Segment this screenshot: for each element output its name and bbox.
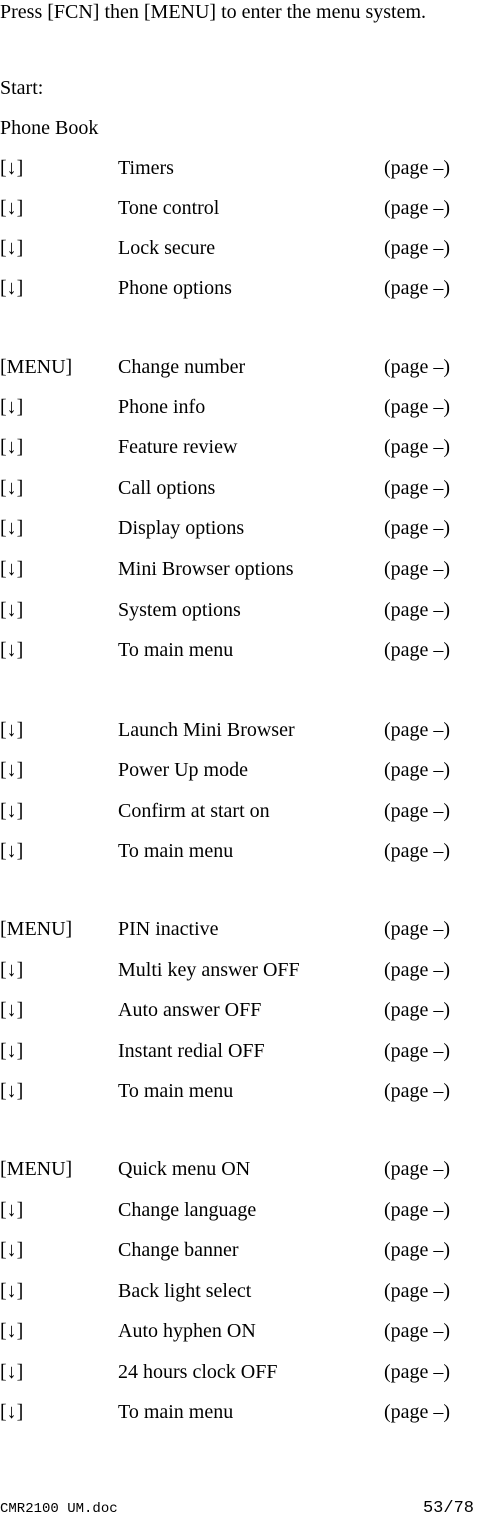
table-row — [0, 196, 486, 220]
key-label: [↓] — [0, 1239, 24, 1261]
menu-item-label: Phone info — [118, 396, 206, 418]
key-label: [↓] — [0, 558, 24, 580]
menu-item-label: Back light select — [118, 1280, 252, 1302]
table-row — [0, 638, 486, 662]
menu-item-label: To main menu — [118, 840, 234, 862]
page-ref: (page –) — [384, 719, 451, 741]
key-label: [↓] — [0, 1080, 24, 1102]
page-ref: (page –) — [384, 800, 451, 822]
menu-item-label: Launch Mini Browser — [118, 719, 295, 741]
key-label: [↓] — [0, 396, 24, 418]
page-ref: (page –) — [384, 157, 451, 179]
page-ref: (page –) — [384, 197, 451, 219]
key-label: [MENU] — [0, 356, 73, 378]
document-name: CMR2100 UM.doc — [0, 1501, 118, 1517]
key-label: [↓] — [0, 599, 24, 621]
table-row — [0, 1279, 486, 1303]
key-label: [↓] — [0, 959, 24, 981]
page-ref: (page –) — [384, 759, 451, 781]
menu-item-label: Power Up mode — [118, 759, 248, 781]
table-row — [0, 1238, 486, 1262]
key-label: [↓] — [0, 1040, 24, 1062]
page-ref: (page –) — [384, 1280, 451, 1302]
table-row — [0, 598, 486, 622]
page-ref: (page –) — [384, 840, 451, 862]
key-label: [↓] — [0, 477, 24, 499]
table-row — [0, 276, 486, 300]
key-label: [↓] — [0, 1199, 24, 1221]
table-row — [0, 917, 486, 941]
menu-item-label: Lock secure — [118, 237, 216, 259]
menu-item-label: Change language — [118, 1199, 257, 1221]
key-label: [↓] — [0, 517, 24, 539]
key-label: [↓] — [0, 197, 24, 219]
page-ref: (page –) — [384, 999, 451, 1021]
table-row — [0, 758, 486, 782]
page-ref: (page –) — [384, 1080, 451, 1102]
menu-item-label: Timers — [118, 157, 174, 179]
page-ref: (page –) — [384, 356, 451, 378]
menu-item-label: Instant redial OFF — [118, 1040, 265, 1062]
menu-item-label: Confirm at start on — [118, 800, 270, 822]
page-ref: (page –) — [384, 477, 451, 499]
table-row — [0, 1157, 486, 1181]
page-ref: (page –) — [384, 918, 451, 940]
key-label: [↓] — [0, 237, 24, 259]
menu-item-label: Feature review — [118, 436, 238, 458]
page-ref: (page –) — [384, 277, 451, 299]
menu-item-label: Change banner — [118, 1239, 239, 1261]
key-label: [↓] — [0, 999, 24, 1021]
table-row — [0, 1319, 486, 1343]
start-label: Start: — [0, 77, 44, 99]
page-ref: (page –) — [384, 1239, 451, 1261]
table-row — [0, 1400, 486, 1424]
page-ref: (page –) — [384, 1199, 451, 1221]
page-ref: (page –) — [384, 1361, 451, 1383]
menu-item-label: Auto hyphen ON — [118, 1320, 256, 1342]
menu-item-label: To main menu — [118, 1080, 234, 1102]
key-label: [↓] — [0, 1280, 24, 1302]
key-label: [↓] — [0, 157, 24, 179]
page-number: 53/78 — [422, 1499, 474, 1518]
page-ref: (page –) — [384, 639, 451, 661]
table-row — [0, 799, 486, 823]
page-ref: (page –) — [384, 1401, 451, 1423]
table-row — [0, 1039, 486, 1063]
table-row — [0, 839, 486, 863]
key-label: [↓] — [0, 436, 24, 458]
page-ref: (page –) — [384, 1158, 451, 1180]
page-ref: (page –) — [384, 436, 451, 458]
page-ref: (page –) — [384, 517, 451, 539]
key-label: [MENU] — [0, 918, 73, 940]
page-ref: (page –) — [384, 558, 451, 580]
menu-item-label: Tone control — [118, 197, 220, 219]
page-ref: (page –) — [384, 1040, 451, 1062]
menu-item-label: Phone options — [118, 277, 232, 299]
key-label: [↓] — [0, 1320, 24, 1342]
table-row — [0, 1079, 486, 1103]
intro-text: Press [FCN] then [MENU] to enter the menu system. — [0, 1, 427, 23]
menu-item-label: To main menu — [118, 1401, 234, 1423]
key-label: [MENU] — [0, 1158, 73, 1180]
key-label: [↓] — [0, 800, 24, 822]
table-row — [0, 355, 486, 379]
table-row — [0, 395, 486, 419]
table-row — [0, 958, 486, 982]
key-label: [↓] — [0, 277, 24, 299]
page-ref: (page –) — [384, 237, 451, 259]
page-ref: (page –) — [384, 396, 451, 418]
menu-item-label: Display options — [118, 517, 245, 539]
table-row — [0, 1360, 486, 1384]
menu-item-label: Mini Browser options — [118, 558, 294, 580]
table-row — [0, 435, 486, 459]
menu-item-label: System options — [118, 599, 241, 621]
page-ref: (page –) — [384, 1320, 451, 1342]
table-row — [0, 516, 486, 540]
phone-book-label: Phone Book — [0, 117, 99, 139]
key-label: [↓] — [0, 1361, 24, 1383]
table-row — [0, 998, 486, 1022]
key-label: [↓] — [0, 840, 24, 862]
key-label: [↓] — [0, 1401, 24, 1423]
menu-item-label: Change number — [118, 356, 246, 378]
key-label: [↓] — [0, 759, 24, 781]
key-label: [↓] — [0, 639, 24, 661]
page-ref: (page –) — [384, 599, 451, 621]
page-footer — [0, 1500, 474, 1518]
table-row — [0, 557, 486, 581]
table-row — [0, 236, 486, 260]
key-label: [↓] — [0, 719, 24, 741]
menu-item-label: 24 hours clock OFF — [118, 1361, 278, 1383]
table-row — [0, 156, 486, 180]
menu-item-label: Auto answer OFF — [118, 999, 262, 1021]
menu-item-label: To main menu — [118, 639, 234, 661]
table-row — [0, 476, 486, 500]
page-ref: (page –) — [384, 959, 451, 981]
menu-item-label: Multi key answer OFF — [118, 959, 300, 981]
table-row — [0, 718, 486, 742]
menu-item-label: Call options — [118, 477, 216, 499]
table-row — [0, 1198, 486, 1222]
menu-item-label: Quick menu ON — [118, 1158, 251, 1180]
menu-item-label: PIN inactive — [118, 918, 219, 940]
